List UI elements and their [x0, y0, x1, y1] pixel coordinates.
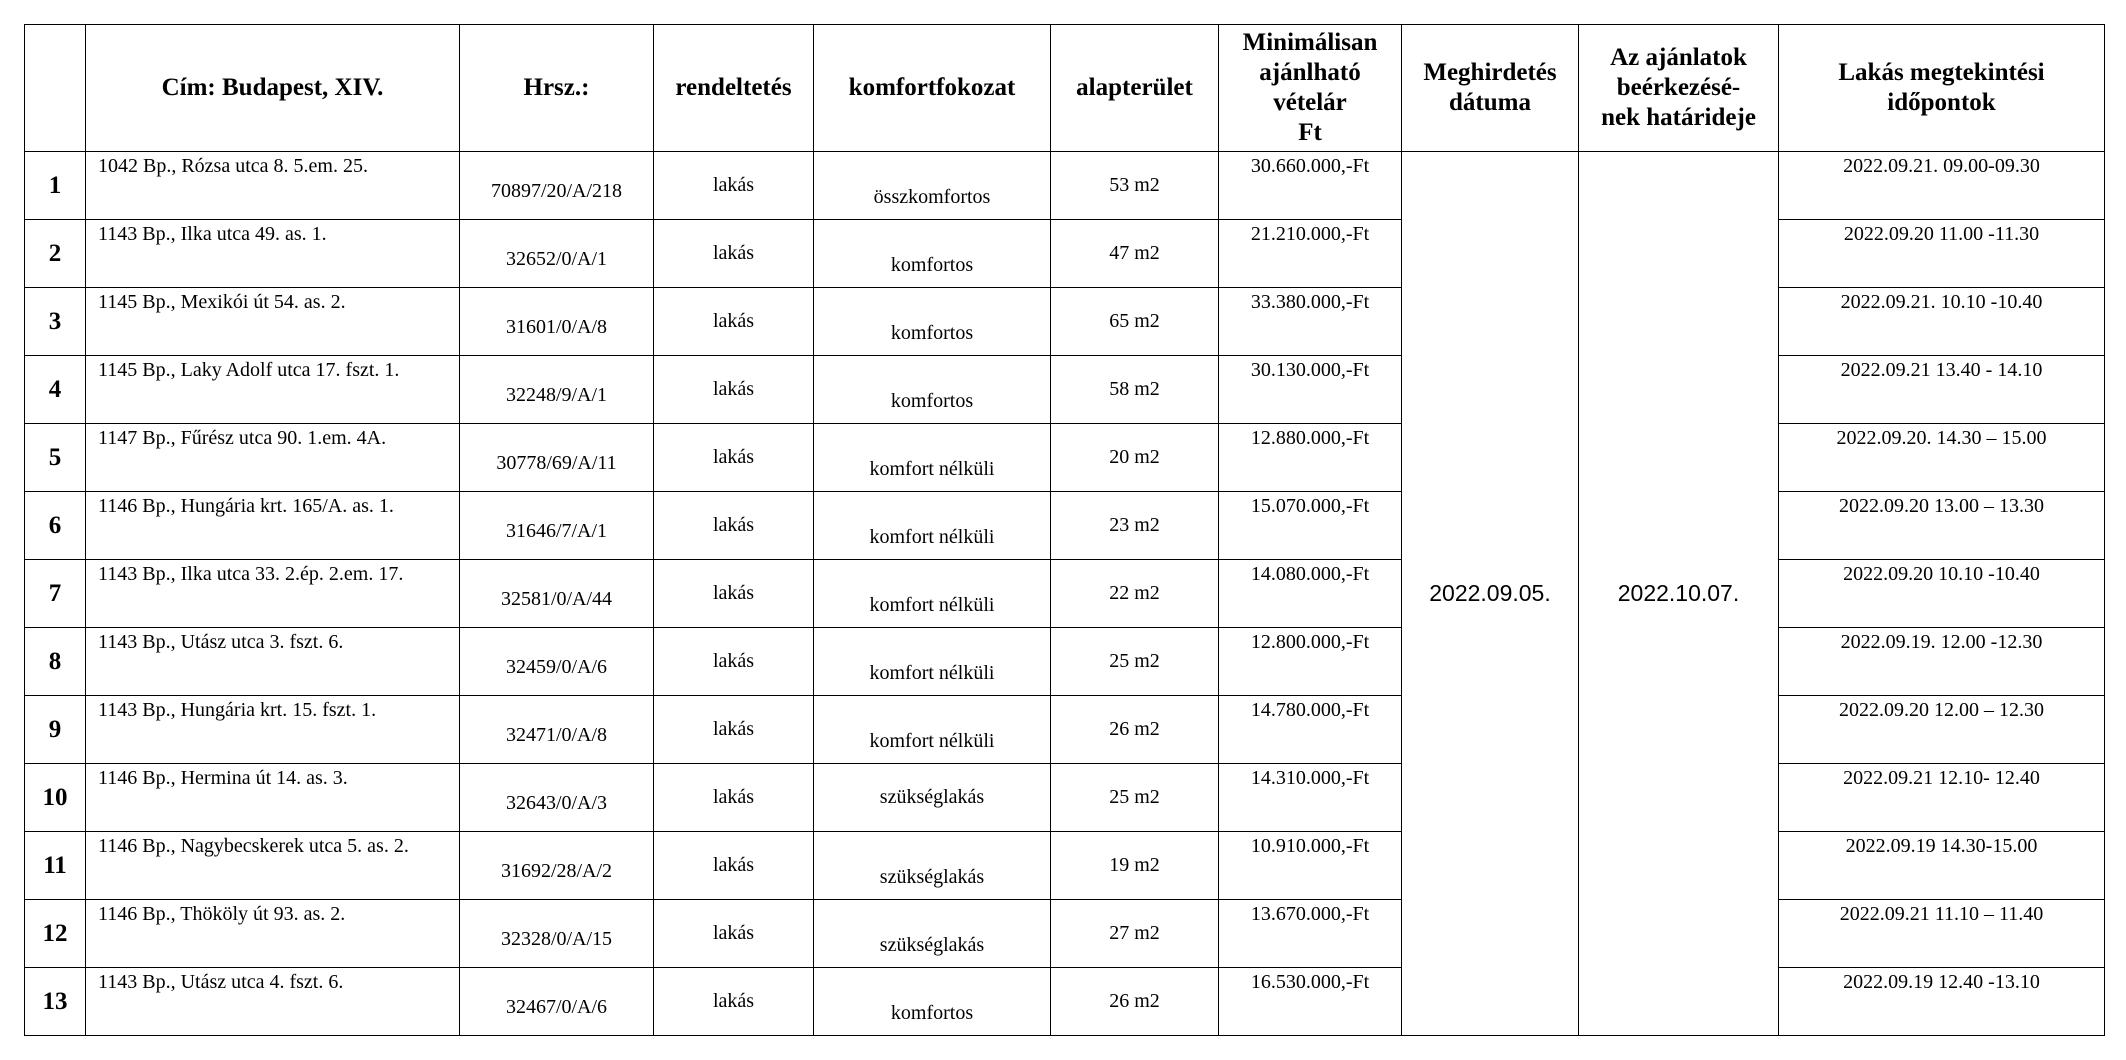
address-cell: 1147 Bp., Fűrész utca 90. 1.em. 4A.: [86, 424, 460, 492]
table-row: [25, 152, 2105, 220]
hrsz-cell: 32643/0/A/3: [460, 764, 654, 832]
hrsz-cell: 32248/9/A/1: [460, 356, 654, 424]
row-number: 4: [25, 356, 86, 424]
header-area: alapterület: [1051, 25, 1219, 152]
price-cell: 14.310.000,-Ft: [1219, 764, 1402, 832]
table-row: [25, 288, 2105, 356]
use-cell: lakás: [654, 696, 814, 764]
announcement-date-cell: 2022.09.05.: [1402, 152, 1579, 1036]
hrsz-cell: 32328/0/A/15: [460, 900, 654, 968]
header-price-line: vételár: [1273, 89, 1347, 116]
table-row: [25, 424, 2105, 492]
header-price-line: Minimálisan: [1242, 29, 1378, 56]
address-cell: 1143 Bp., Ilka utca 33. 2.ép. 2.em. 17.: [86, 560, 460, 628]
area-cell: 22 m2: [1051, 560, 1219, 628]
area-cell: 23 m2: [1051, 492, 1219, 560]
comfort-cell: komfort nélküli: [814, 628, 1051, 696]
hrsz-cell: 32652/0/A/1: [460, 220, 654, 288]
header-announcement-date: [1402, 25, 1579, 152]
header-price: [1219, 25, 1402, 152]
comfort-cell: komfort nélküli: [814, 696, 1051, 764]
comfort-cell: komfortos: [814, 220, 1051, 288]
header-row: [25, 25, 2105, 152]
row-number: 2: [25, 220, 86, 288]
hrsz-cell: 32471/0/A/8: [460, 696, 654, 764]
table-row: [25, 492, 2105, 560]
row-number: 3: [25, 288, 86, 356]
use-cell: lakás: [654, 628, 814, 696]
address-cell: 1145 Bp., Laky Adolf utca 17. fszt. 1.: [86, 356, 460, 424]
visit-time-cell: 2022.09.20. 14.30 – 15.00: [1779, 424, 2105, 492]
price-cell: 21.210.000,-Ft: [1219, 220, 1402, 288]
use-cell: lakás: [654, 220, 814, 288]
row-number: 6: [25, 492, 86, 560]
header-visit-line: időpontok: [1887, 89, 1996, 116]
table-row: [25, 968, 2105, 1036]
area-cell: 25 m2: [1051, 764, 1219, 832]
address-cell: 1143 Bp., Utász utca 4. fszt. 6.: [86, 968, 460, 1036]
visit-time-cell: 2022.09.21 13.40 - 14.10: [1779, 356, 2105, 424]
hrsz-cell: 32581/0/A/44: [460, 560, 654, 628]
header-visit-times: [1779, 25, 2105, 152]
price-cell: 15.070.000,-Ft: [1219, 492, 1402, 560]
table-row: [25, 832, 2105, 900]
price-cell: 14.780.000,-Ft: [1219, 696, 1402, 764]
use-cell: lakás: [654, 832, 814, 900]
header-deadline-line: beérkezésé-: [1616, 74, 1741, 101]
comfort-cell: szükséglakás: [814, 900, 1051, 968]
table-row: [25, 220, 2105, 288]
hrsz-cell: 31646/7/A/1: [460, 492, 654, 560]
address-cell: 1145 Bp., Mexikói út 54. as. 2.: [86, 288, 460, 356]
price-cell: 14.080.000,-Ft: [1219, 560, 1402, 628]
visit-time-cell: 2022.09.20 11.00 -11.30: [1779, 220, 2105, 288]
price-cell: 33.380.000,-Ft: [1219, 288, 1402, 356]
area-cell: 20 m2: [1051, 424, 1219, 492]
row-number: 11: [25, 832, 86, 900]
address-cell: 1146 Bp., Nagybecskerek utca 5. as. 2.: [86, 832, 460, 900]
row-number: 9: [25, 696, 86, 764]
header-use: rendeltetés: [654, 25, 814, 152]
table-row: [25, 764, 2105, 832]
table-row: [25, 628, 2105, 696]
price-cell: 12.880.000,-Ft: [1219, 424, 1402, 492]
hrsz-cell: 31601/0/A/8: [460, 288, 654, 356]
price-cell: 16.530.000,-Ft: [1219, 968, 1402, 1036]
use-cell: lakás: [654, 288, 814, 356]
area-cell: 47 m2: [1051, 220, 1219, 288]
address-cell: 1146 Bp., Hungária krt. 165/A. as. 1.: [86, 492, 460, 560]
deadline-cell: 2022.10.07.: [1579, 152, 1779, 1036]
apartment-listing-table: [24, 24, 2105, 1036]
header-hrsz: Hrsz.:: [460, 25, 654, 152]
address-cell: 1042 Bp., Rózsa utca 8. 5.em. 25.: [86, 152, 460, 220]
row-number: 13: [25, 968, 86, 1036]
visit-time-cell: 2022.09.20 10.10 -10.40: [1779, 560, 2105, 628]
comfort-cell: komfort nélküli: [814, 492, 1051, 560]
use-cell: lakás: [654, 356, 814, 424]
header-deadline: [1579, 25, 1779, 152]
header-comfort: komfortfokozat: [814, 25, 1051, 152]
address-cell: 1146 Bp., Hermina út 14. as. 3.: [86, 764, 460, 832]
visit-time-cell: 2022.09.21 12.10- 12.40: [1779, 764, 2105, 832]
use-cell: lakás: [654, 492, 814, 560]
header-price-line: ajánlható: [1259, 59, 1361, 86]
visit-time-cell: 2022.09.21 11.10 – 11.40: [1779, 900, 2105, 968]
area-cell: 25 m2: [1051, 628, 1219, 696]
table-row: [25, 356, 2105, 424]
header-address: Cím: Budapest, XIV.: [86, 25, 460, 152]
visit-time-cell: 2022.09.21. 10.10 -10.40: [1779, 288, 2105, 356]
header-price-line: Ft: [1298, 119, 1322, 146]
comfort-cell: szükséglakás: [814, 764, 1051, 832]
row-number: 8: [25, 628, 86, 696]
visit-time-cell: 2022.09.20 13.00 – 13.30: [1779, 492, 2105, 560]
row-number: 1: [25, 152, 86, 220]
visit-time-cell: 2022.09.19 12.40 -13.10: [1779, 968, 2105, 1036]
use-cell: lakás: [654, 764, 814, 832]
visit-time-cell: 2022.09.19. 12.00 -12.30: [1779, 628, 2105, 696]
table-row: [25, 900, 2105, 968]
comfort-cell: komfortos: [814, 968, 1051, 1036]
comfort-cell: komfortos: [814, 356, 1051, 424]
address-cell: 1146 Bp., Thököly út 93. as. 2.: [86, 900, 460, 968]
header-deadline-line: Az ajánlatok: [1610, 44, 1747, 71]
comfort-cell: komfort nélküli: [814, 560, 1051, 628]
header-number: [25, 25, 86, 152]
visit-time-cell: 2022.09.20 12.00 – 12.30: [1779, 696, 2105, 764]
price-cell: 30.130.000,-Ft: [1219, 356, 1402, 424]
use-cell: lakás: [654, 152, 814, 220]
hrsz-cell: 70897/20/A/218: [460, 152, 654, 220]
address-cell: 1143 Bp., Ilka utca 49. as. 1.: [86, 220, 460, 288]
address-cell: 1143 Bp., Utász utca 3. fszt. 6.: [86, 628, 460, 696]
row-number: 10: [25, 764, 86, 832]
use-cell: lakás: [654, 424, 814, 492]
header-ann-line: dátuma: [1449, 89, 1531, 116]
row-number: 7: [25, 560, 86, 628]
comfort-cell: szükséglakás: [814, 832, 1051, 900]
area-cell: 53 m2: [1051, 152, 1219, 220]
address-cell: 1143 Bp., Hungária krt. 15. fszt. 1.: [86, 696, 460, 764]
use-cell: lakás: [654, 560, 814, 628]
row-number: 12: [25, 900, 86, 968]
price-cell: 13.670.000,-Ft: [1219, 900, 1402, 968]
row-number: 5: [25, 424, 86, 492]
visit-time-cell: 2022.09.19 14.30-15.00: [1779, 832, 2105, 900]
visit-time-cell: 2022.09.21. 09.00-09.30: [1779, 152, 2105, 220]
area-cell: 26 m2: [1051, 968, 1219, 1036]
table-row: [25, 560, 2105, 628]
price-cell: 10.910.000,-Ft: [1219, 832, 1402, 900]
table-row: [25, 696, 2105, 764]
comfort-cell: összkomfortos: [814, 152, 1051, 220]
area-cell: 27 m2: [1051, 900, 1219, 968]
header-ann-line: Meghirdetés: [1423, 59, 1557, 86]
header-deadline-line: nek határideje: [1601, 104, 1756, 131]
price-cell: 12.800.000,-Ft: [1219, 628, 1402, 696]
area-cell: 26 m2: [1051, 696, 1219, 764]
hrsz-cell: 31692/28/A/2: [460, 832, 654, 900]
area-cell: 19 m2: [1051, 832, 1219, 900]
hrsz-cell: 32459/0/A/6: [460, 628, 654, 696]
use-cell: lakás: [654, 900, 814, 968]
comfort-cell: komfort nélküli: [814, 424, 1051, 492]
comfort-cell: komfortos: [814, 288, 1051, 356]
hrsz-cell: 30778/69/A/11: [460, 424, 654, 492]
area-cell: 65 m2: [1051, 288, 1219, 356]
header-visit-line: Lakás megtekintési: [1838, 59, 2045, 86]
hrsz-cell: 32467/0/A/6: [460, 968, 654, 1036]
area-cell: 58 m2: [1051, 356, 1219, 424]
price-cell: 30.660.000,-Ft: [1219, 152, 1402, 220]
use-cell: lakás: [654, 968, 814, 1036]
